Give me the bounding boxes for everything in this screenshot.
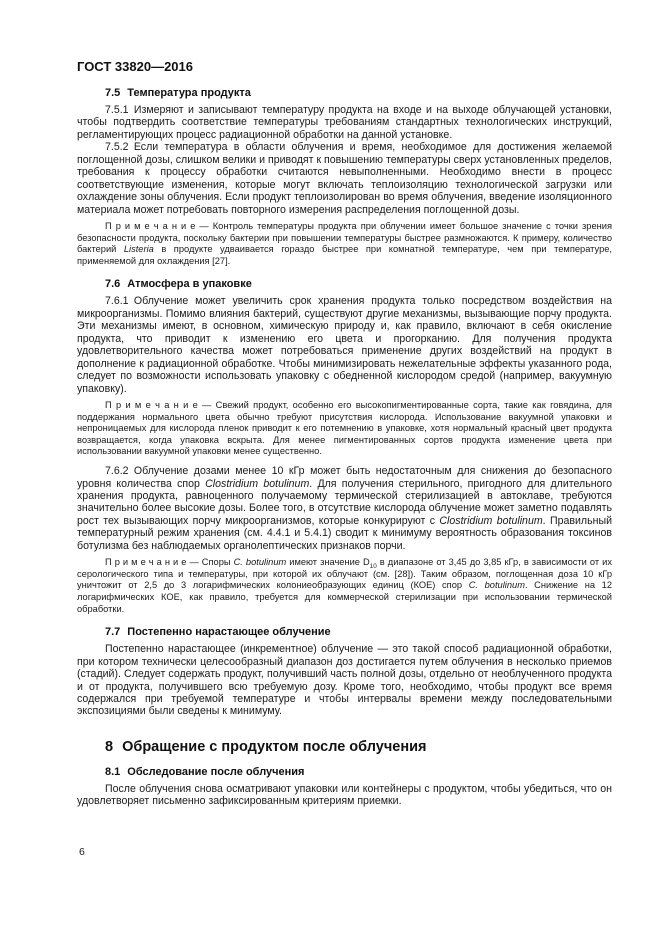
page-number: 6 xyxy=(79,846,85,858)
section-number-8-1: 8.1 xyxy=(105,765,121,778)
section-number-7-6: 7.6 xyxy=(105,278,121,291)
note-7-6-2: П р и м е ч а н и е — Споры C. botulinum имеют значение $D_{10}$ в диапазоне от 3,45 до 3,85 кГр, в зависимости от их серологического типа и температуры, при которой их облучают (см. [28]). Таким образом, поглощенная доза 10 кГр уничтожит от 2,5 до 3 логарифмических колониеобразующих единиц (КОЕ) спор C. botulinum. Снижение на 12 логарифмических КОЕ, как правило, требуется для коммерческой стерилизации при использовании термической обработки. xyxy=(77,557,613,614)
paragraph-7-7: Постепенно нарастающее (инкрементное) облучение — это такой способ радиационной обработки, при котором технически целесообразный диапазон доз достигается путем облучения в несколько приемов (стадий). Следует содержать продукт, получивший часть полной дозы, отдельно от необлученного продукта и от продукта, получившего всю требуемую дозу. Кроме того, необходимо, чтобы продукт все время содержался при требуемой температуре и чтобы интервалы времени между последовательными экспозициями были сведены к минимуму. xyxy=(77,643,612,718)
section-title-7-6: Атмосфера в упаковке xyxy=(127,278,252,291)
chapter-title-8: Обращение с продуктом после облучения xyxy=(122,738,427,755)
section-number-7-7: 7.7 xyxy=(105,626,121,639)
section-heading-7-7 xyxy=(105,626,612,638)
section-title-7-7: Постепенно нарастающее облучение xyxy=(127,626,331,639)
section-heading-8-1 xyxy=(105,766,612,778)
chapter-number-8: 8 xyxy=(105,738,114,755)
section-number-7-5: 7.5 xyxy=(105,87,121,99)
note-7-6-1: П р и м е ч а н и е — Свежий продукт, особенно его высокопигментированные сорта, такие как говядина, для поддержания нормального цвета обычно требуют присутствия кислорода. Использование вакуумной упаковки и непроницаемых для кислорода пленок приводит к его потемнению в упаковке, хотя нормальный красный цвет продукта возвращается, когда упаковка вскрыта. Для менее пигментированных сортов продукта изменение цвета при использовании вакуумной упаковки менее существенно. xyxy=(77,400,612,457)
section-title-8-1: Обследование после облучения xyxy=(127,765,305,778)
chapter-heading-8 xyxy=(105,739,612,755)
paragraph-7-5-1: 7.5.1 Измеряют и записывают температуру продукта на входе и на выходе облучающей установки, чтобы подтвердить соответствие температуры требованиям стандартных технологических инструкций, регламентирующих процесс радиационной обработки на данной установке. xyxy=(77,104,612,141)
paragraph-8-1: После облучения снова осматривают упаковки или контейнеры с продуктом, чтобы убедиться, что он удовлетворяет письменно зафиксированным критериям приемки. xyxy=(77,782,612,808)
section-heading-7-6 xyxy=(105,278,612,290)
note-7-5: П р и м е ч а н и е — Контроль температуры продукта при облучении имеет большое значение с точки зрения безопасности продукта, поскольку бактерии при повышении температуры быстрее размножаются. К примеру, количество бактерий Listeria в продукте удваивается гораздо быстрее при комнатной температуре, чем при температуре, применяемой для охлаждения [27]. xyxy=(77,221,612,266)
paragraph-7-6-1: 7.6.1 Облучение может увеличить срок хранения продукта только посредством воздействия на микроорганизмы. Помимо влияния бактерий, существуют другие механизмы, вызывающие порчу продукта. Эти механизмы имеют, в основном, химическую природу и, как правило, включают в себя окисление продукта, что приводит к изменению его цвета и прогорканию. Для получения продукта удовлетворительного качества может потребоваться применение других воздействий на продукт в дополнение к радиационной обработке. Чтобы минимизировать нежелательные эффекты указанного рода, следует по возможности использовать упаковку с обедненной кислородом средой (например, вакуумную упаковку). xyxy=(77,295,612,395)
document-header: ГОСТ 33820—2016 xyxy=(77,59,193,74)
section-title-7-5: Температура продукта xyxy=(127,87,251,99)
paragraph-7-5-2: 7.5.2 Если температура в области облучения и время, необходимое для достижения желаемой поглощенной дозы, слишком велики и приводят к повышению температуры сверх установленных пределов, требования к процессу обработки считаются невыполненными. Необходимо внести в процесс соответствующие изменения, которые могут включать теплоизоляцию технологической загрузки или охлаждение зоны облучения. Если продукт теплоизолирован во время облучения, введение изоляционного материала может потребовать повторного измерения распределения поглощенной дозы. xyxy=(77,141,612,216)
paragraph-7-6-2: 7.6.2 Облучение дозами менее 10 кГр может быть недостаточным для снижения до безопасного уровня количества спор Clostridium botulinum. Для получения стерильного, пригодного для длительного хранения продукта, равноценного получаемому термической стерилизацией в автоклаве, требуются значительно более высокие дозы. Более того, в отсутствие кислорода облучение может заметно подавлять рост тех вызывающих порчу микроорганизмов, которые конкурируют с Clostridium botulinum. Правильный температурный режим хранения (см. 4.4.1 и 5.4.1) сводит к минимуму вероятность образования токсинов ботулизма без наблюдаемых органолептических признаков порчи. xyxy=(77,465,612,552)
section-heading-7-5 xyxy=(105,87,612,99)
